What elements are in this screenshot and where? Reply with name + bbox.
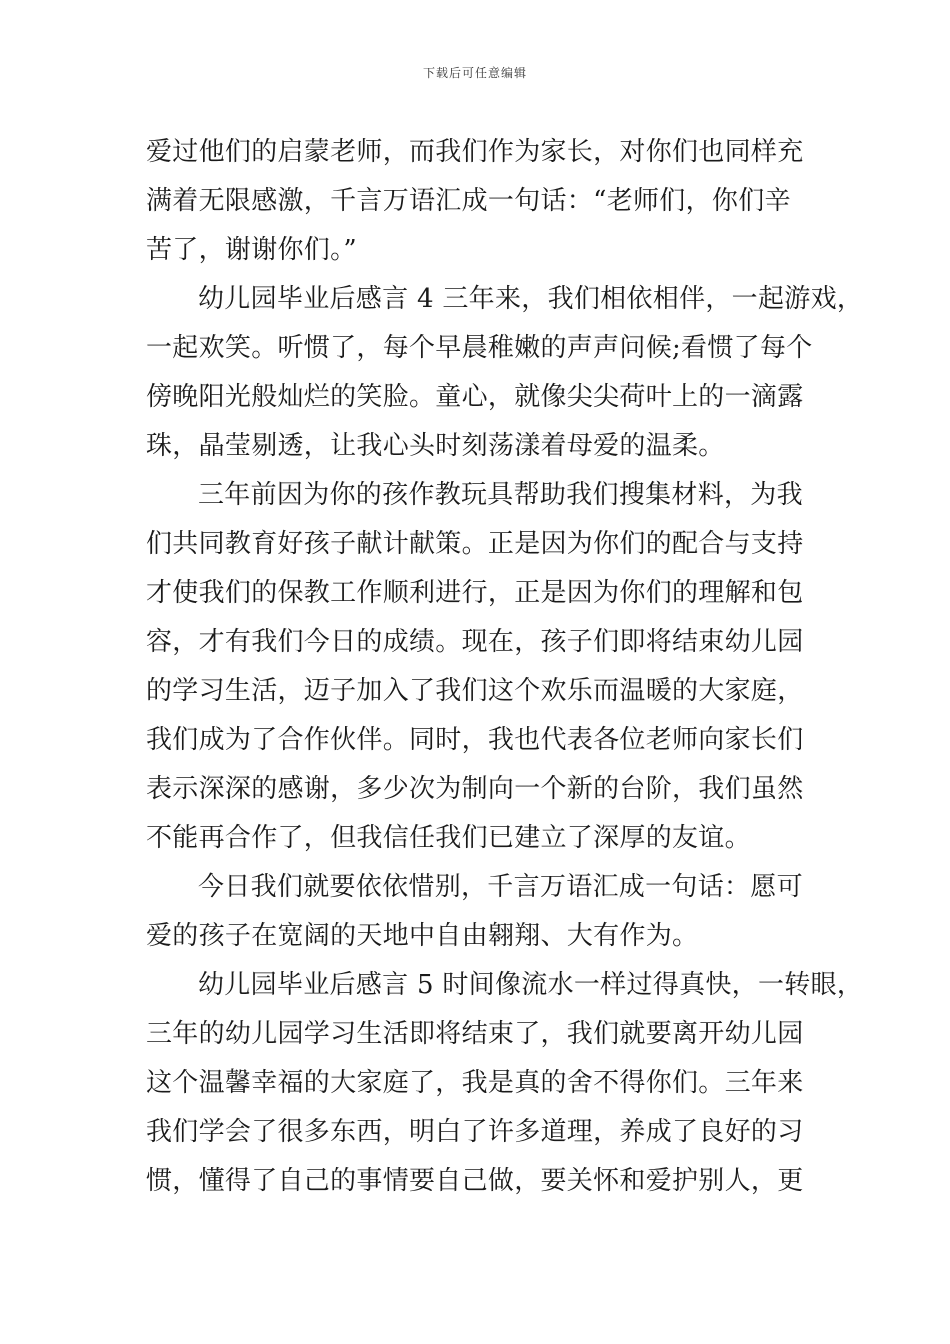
document-body	[146, 128, 864, 1206]
text-line: 爱过他们的启蒙老师，而我们作为家长，对你们也同样充	[146, 137, 804, 167]
text-line: 我们学会了很多东西，明白了许多道理，养成了良好的习	[146, 1117, 804, 1147]
text-line: 这个温馨幸福的大家庭了，我是真的舍不得你们。三年来	[146, 1068, 804, 1098]
paragraph-start-line: 幼儿园毕业后感言 4 三年来，我们相依相伴，一起游戏，	[198, 284, 864, 314]
paragraph-start-line: 三年前因为你的孩作教玩具帮助我们搜集材料，为我	[198, 480, 803, 510]
text-line: 傍晚阳光般灿烂的笑脸。童心，就像尖尖荷叶上的一滴露	[146, 382, 804, 412]
paragraph-start-line: 今日我们就要依依惜别，千言万语汇成一句话：愿可	[198, 872, 803, 902]
paragraph-start-line: 幼儿园毕业后感言 5 时间像流水一样过得真快，一转眼，	[198, 970, 864, 1000]
text-line: 我们成为了合作伙伴。同时，我也代表各位老师向家长们	[146, 725, 804, 755]
text-line: 惯，懂得了自己的事情要自己做，要关怀和爱护别人，更	[146, 1166, 804, 1196]
text-line: 一起欢笑。听惯了，每个早晨稚嫩的声声问候;看惯了每个	[146, 333, 813, 363]
text-line: 容，才有我们今日的成绩。现在，孩子们即将结束幼儿园	[146, 627, 804, 657]
text-line: 表示深深的感谢，多少次为制向一个新的台阶，我们虽然	[146, 774, 804, 804]
page-header: 下载后可任意编辑	[422, 66, 527, 80]
text-line: 不能再合作了，但我信任我们已建立了深厚的友谊。	[146, 823, 751, 853]
text-line: 珠，晶莹剔透，让我心头时刻荡漾着母爱的温柔。	[146, 431, 725, 461]
text-line: 苦了，谢谢你们。”	[146, 235, 357, 265]
text-line: 的学习生活，迈子加入了我们这个欢乐而温暖的大家庭，	[146, 676, 804, 706]
text-line: 三年的幼儿园学习生活即将结束了，我们就要离开幼儿园	[146, 1019, 804, 1049]
text-line: 才使我们的保教工作顺利进行，正是因为你们的理解和包	[146, 578, 804, 608]
text-line: 爱的孩子在宽阔的天地中自由翱翔、大有作为。	[146, 921, 699, 951]
text-line: 满着无限感激，千言万语汇成一句话：“老师们，你们辛	[146, 186, 791, 216]
text-line: 们共同教育好孩子献计献策。正是因为你们的配合与支持	[146, 529, 804, 559]
